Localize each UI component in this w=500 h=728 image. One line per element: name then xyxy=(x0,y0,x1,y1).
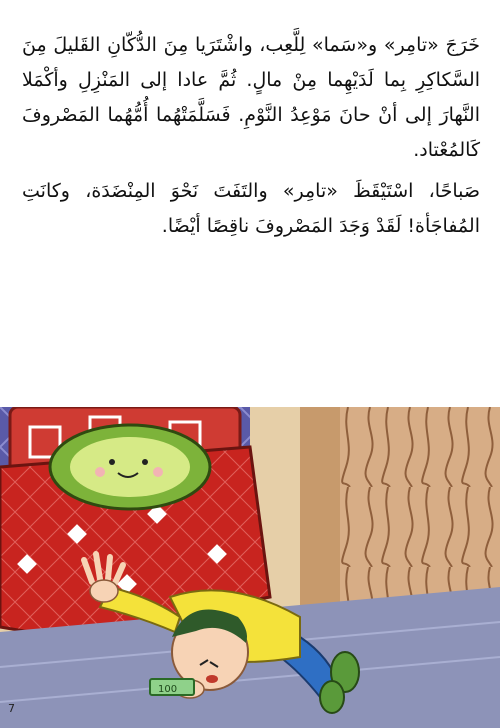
page-number: 7 xyxy=(8,702,15,715)
story-paragraph-1: خَرَجَ «تامِر» و«سَما» لِلَّعِب، واشْتَرَيا مِنَ الدُّكّانِ القَليلَ مِنَ السَّكاكِرِ بِما لَدَيْهِما مِنْ مالٍ. ثُمَّ عادا إلى المَنْزِلِ وأكْمَلا النَّهارَ إلى أنْ حانَ مَوْعِدُ النَّوْمِ. فَسَلَّمَتْهُما أُمُّهُما المَصْروفَ كَالمُعْتاد. xyxy=(22,34,480,161)
story-paragraph-2: صَباحًا، اسْتَيْقَظَ «تامِر» والتَفَتَ نَحْوَ المِنْضَدَة، وكانَتِ المُفاجَأة! لَقَدْ وَجَدَ المَصْروفَ ناقِصًا أيْضًا. xyxy=(22,180,480,237)
svg-text:100: 100 xyxy=(158,684,178,695)
pillow-face xyxy=(50,425,210,509)
banknote xyxy=(150,679,194,695)
story-illustration xyxy=(0,407,500,728)
story-text xyxy=(22,28,480,244)
